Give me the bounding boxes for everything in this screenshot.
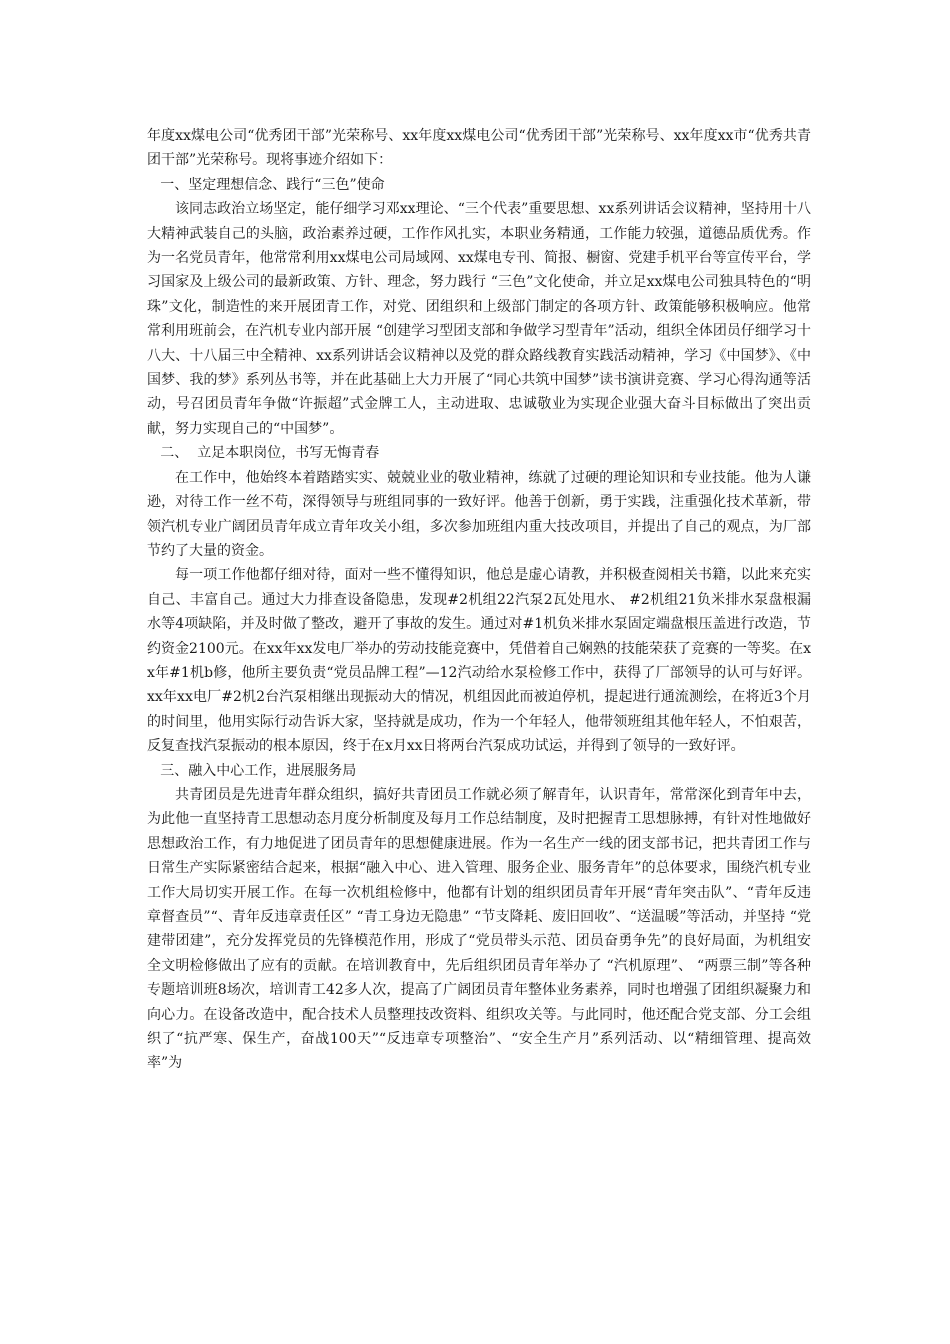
section-2-paragraph-1: 在工作中，他始终本着踏踏实实、兢兢业业的敬业精神，练就了过硬的理论知识和专业技能。他为人谦逊，对待工作一丝不苟，深得领导与班组同事的一致好评。他善于创新，勇于实践，注重强化技术革新，带领汽机专业广阔团员青年成立青年攻关小组，多次参加班组内重大技改项目，并提出了自己的观点，为厂部节约了大量的资金。	[147, 469, 811, 559]
section-heading-3: 三、融入中心工作，进展服务局	[160, 762, 357, 779]
section-3-paragraph-1: 共青团员是先进青年群众组织，搞好共青团员工作就必须了解青年，认识青年，常常深化到青年中去，为此他一直坚持青工思想动态月度分析制度及每月工作总结制度，及时把握青工思想脉搏，有针对性地做好思想政治工作，有力地促进了团员青年的思想健康进展。作为一名生产一线的团支部书记，把共青团工作与日常生产实际紧密结合起来，根据“融入中心、进入管理、服务企业、服务青年”的总体要求，围绕汽机专业工作大局切实开展工作。在每一次机组检修中，他都有计划的组织团员青年开展“青年突击队”、“青年反违章督查员”“、青年反违章责任区” “青工身边无隐患” “节支降耗、废旧回收”、“送温暖”等活动，并坚持 “党建带团建”，充分发挥党员的先锋模范作用，形成了“党员带头示范、团员奋勇争先”的良好局面，为机组安全文明检修做出了应有的贡献。在培训教育中，先后组织团员青年举办了 “汽机原理”、 “两票三制”等各种专题培训班8场次，培训青工42多人次，提高了广阔团员青年整体业务素养，同时也增强了团组织凝聚力和向心力。在设备改造中，配合技术人员整理技改资料、组织攻关等。与此同时，他还配合党支部、分工会组织了“抗严寒、保生产，奋战100天”“反违章专项整治”、“安全生产月”系列活动、以“精细管理、提高效率”为	[147, 786, 811, 1072]
document-body	[147, 124, 811, 1076]
section-2-paragraph-2: 每一项工作他都仔细对待，面对一些不懂得知识，他总是虚心请教，并积极查阅相关书籍，以此来充实自己、丰富自己。通过大力排查设备隐患，发现#2机组22汽泵2瓦处甩水、 #2机组21负米排水泵盘根漏水等4项缺陷，并及时做了整改，避开了事故的发生。通过对#1机负米排水泵固定端盘根压盖进行改造，节约资金2100元。在xx年xx发电厂举办的劳动技能竞赛中，凭借着自己娴熟的技能荣获了竞赛的一等奖。在xx年#1机b修，他所主要负责“党员品牌工程”—12汽动给水泵检修工作中，获得了厂部领导的认可与好评。xx年xx电厂#2机2台汽泵相继出现振动大的情况，机组因此而被迫停机，提起进行通流测绘，在将近3个月的时间里，他用实际行动告诉大家，坚持就是成功，作为一个年轻人，他带领班组其他年轻人，不怕艰苦，反复查找汽泵振动的根本原因，终于在x月xx日将两台汽泵成功试运，并得到了领导的一致好评。	[147, 567, 811, 755]
section-1-paragraph-1: 该同志政治立场坚定，能仔细学习邓xx理论、“三个代表”重要思想、xx系列讲话会议精神，坚持用十八大精神武装自己的头脑，政治素养过硬，工作作风扎实，本职业务精通，工作能力较强，道德品质优秀。作为一名党员青年，他常常利用xx煤电公司局域网、xx煤电专刊、简报、橱窗、党建手机平台等宣传平台，学习国家及上级公司的最新政策、方针、理念，努力践行 “三色”文化使命，并立足xx煤电公司独具特色的“明珠”文化，制造性的来开展团青工作，对党、团组织和上级部门制定的各项方针、政策能够积极响应。他常常利用班前会，在汽机专业内部开展 “创建学习型团支部和争做学习型青年”活动，组织全体团员仔细学习十八大、十八届三中全精神、xx系列讲话会议精神以及党的群众路线教育实践活动精神，学习《中国梦》、《中国梦、我的梦》系列丛书等，并在此基础上大力开展了“同心共筑中国梦”读书演讲竞赛、学习心得沟通等活动，号召团员青年争做“许振超”式金牌工人，主动进取、忠诚敬业为实现企业强大奋斗目标做出了突出贡献，努力实现自己的“中国梦”。	[147, 201, 811, 437]
section-heading-2: 二、 立足本职岗位，书写无悔青春	[160, 445, 380, 462]
section-heading-1: 一、坚定理想信念、践行“三色”使命	[160, 176, 385, 193]
intro-paragraph: 年度xx煤电公司“优秀团干部”光荣称号、xx年度xx煤电公司“优秀团干部”光荣称号、xx年度xx市“优秀共青团干部”光荣称号。现将事迹介绍如下：	[147, 128, 811, 169]
